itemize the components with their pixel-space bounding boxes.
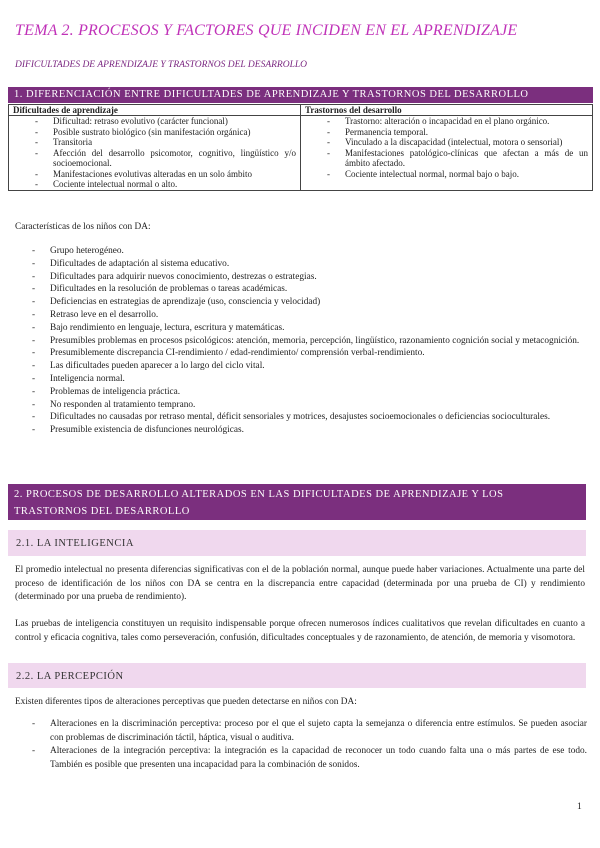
list-item: - Deficiencias en estrategias de aprendizaje (uso, consciencia y velocidad) (15, 296, 587, 309)
list-item: - Dificultades de adaptación al sistema educativo. (15, 258, 587, 271)
list-item: - Alteraciones en la discriminación perceptiva: proceso por el que el sujeto capta la semejanza o diferencia entre estímulos. Se pueden asociar con problemas de discriminación táctil, háptica, visual o auditiva. (15, 718, 587, 745)
section-1-heading: 1. DIFERENCIACIÓN ENTRE DIFICULTADES DE APRENDIZAJE Y TRASTORNOS DEL DESARROLLO (8, 87, 593, 103)
list-item: - Posible sustrato biológico (sin manifestación orgánica) (13, 127, 296, 138)
comparison-table (8, 104, 593, 191)
list-item: - Presumiblemente discrepancia CI-rendimiento / edad-rendimiento/ comprensión verbal-rendimiento. (15, 347, 587, 360)
section-2-heading: 2. PROCESOS DE DESARROLLO ALTERADOS EN LAS DIFICULTADES DE APRENDIZAJE Y LOS TRASTORNOS DEL DESARROLLO (8, 484, 586, 520)
list-item: - Presumibles problemas en procesos psicológicos: atención, memoria, percepción, lingüístico, razonamiento cognición social y metacognición. (15, 335, 587, 348)
table-cell-difficulties (9, 116, 301, 191)
list-item: - Retraso leve en el desarrollo. (15, 309, 587, 322)
perception-list (15, 718, 587, 772)
list-item: - Cociente intelectual normal o alto. (13, 179, 296, 190)
list-item: - Manifestaciones patológico-clínicas que afectan a más de un ámbito afectado. (305, 148, 588, 169)
subsection-2-1-heading: 2.1. LA INTELIGENCIA (8, 530, 586, 556)
list-item: - Inteligencia normal. (15, 373, 587, 386)
list-item: - Trastorno: alteración o incapacidad en el plano orgánico. (305, 116, 588, 127)
list-item: - Permanencia temporal. (305, 127, 588, 138)
table-header-disorders: Trastornos del desarrollo (301, 105, 593, 116)
list-item: - Dificultades para adquirir nuevos conocimiento, destrezas o estrategias. (15, 271, 587, 284)
list-item: - Vinculado a la discapacidad (intelectual, motora o sensorial) (305, 137, 588, 148)
page-subtitle: DIFICULTADES DE APRENDIZAJE Y TRASTORNOS DEL DESARROLLO (15, 60, 308, 70)
list-item: - Cociente intelectual normal, normal bajo o bajo. (305, 169, 588, 180)
list-item: - Manifestaciones evolutivas alteradas en un solo ámbito (13, 169, 296, 180)
intelligence-paragraph-1: El promedio intelectual no presenta diferencias significativas con el de la población normal, aunque puede haber variaciones. Actualmente una parte del proceso de identificación de los niños con DA se centra en la discrepancia entre capacidad (determinada por una prueba de CI) y rendimiento (determinado por una prueba de rendimiento). (15, 565, 585, 602)
page-title: TEMA 2. PROCESOS Y FACTORES QUE INCIDEN EN EL APRENDIZAJE (15, 22, 518, 39)
list-item: - No responden al tratamiento temprano. (15, 399, 587, 412)
list-item: - Problemas de inteligencia práctica. (15, 386, 587, 399)
subsection-2-2-heading: 2.2. LA PERCEPCIÓN (8, 663, 586, 688)
table-header-difficulties: Dificultades de aprendizaje (9, 105, 301, 116)
characteristics-list (15, 245, 587, 437)
list-item: - Dificultades no causadas por retraso mental, déficit sensoriales y motrices, desajustes socioemocionales o deficiencias socioculturales. (15, 411, 587, 424)
intelligence-paragraph-2: Las pruebas de inteligencia constituyen un requisito indispensable porque ofrecen numerosos índices cualitativos que revelan dificultades en cuanto a control y eficacia cognitiva, tales como perseveración, confusión, dificultades conceptuales y de razonamiento, de atención, de memoria y visomotora. (15, 619, 585, 643)
list-item: - Afección del desarrollo psicomotor, cognitivo, lingüístico y/o socioemocional. (13, 148, 296, 169)
list-item: - Dificultades en la resolución de problemas o tareas académicas. (15, 283, 587, 296)
list-item: - Las dificultades pueden aparecer a lo largo del ciclo vital. (15, 360, 587, 373)
page-number: 1 (577, 802, 582, 812)
table-cell-disorders (301, 116, 593, 191)
list-item: - Bajo rendimiento en lenguaje, lectura, escritura y matemáticas. (15, 322, 587, 335)
list-item: - Grupo heterogéneo. (15, 245, 587, 258)
list-item: - Presumible existencia de disfunciones neurológicas. (15, 424, 587, 437)
list-item: - Dificultad: retraso evolutivo (carácter funcional) (13, 116, 296, 127)
characteristics-lead: Características de los niños con DA: (15, 222, 151, 232)
list-item: - Alteraciones de la integración perceptiva: la integración es la capacidad de reconocer un todo cuando falta una o más partes de ese todo. También es posible que presenten una incapacidad para la combinación de sonidos. (15, 745, 587, 772)
list-item: - Transitoria (13, 137, 296, 148)
perception-paragraph: Existen diferentes tipos de alteraciones perceptivas que pueden detectarse en niños con DA: (15, 697, 357, 707)
